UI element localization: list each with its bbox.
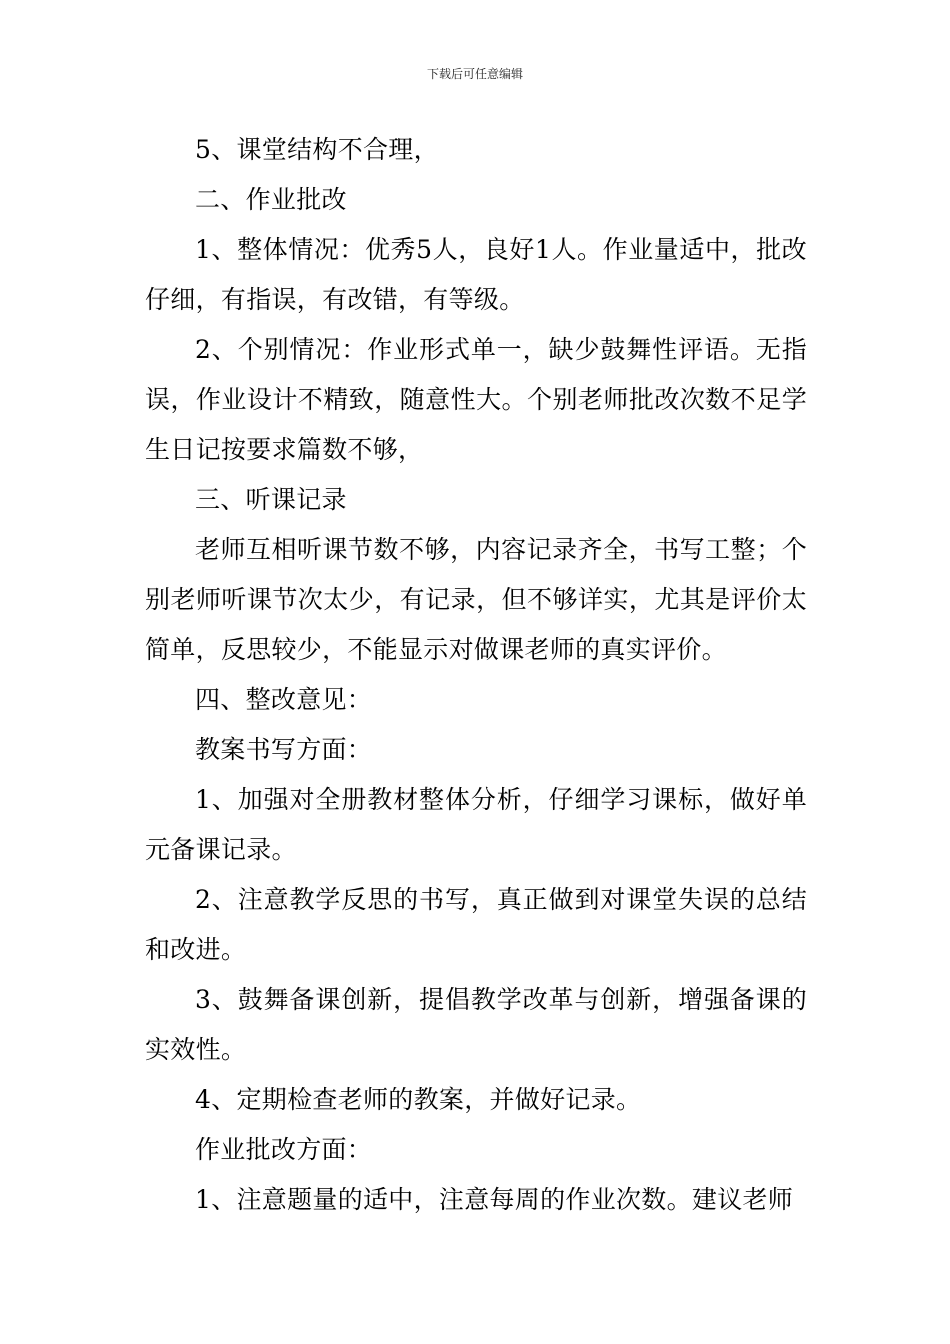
- paragraph: 3、鼓舞备课创新，提倡教学改革与创新，增强备课的实效性。: [145, 985, 807, 1064]
- paragraph: 1、注意题量的适中，注意每周的作业次数。建议老师: [195, 1185, 794, 1214]
- paragraph: 5、课堂结构不合理，: [195, 135, 439, 164]
- paragraph: 2、注意教学反思的书写，真正做到对课堂失误的总结和改进。: [145, 885, 807, 964]
- section-heading: 四、整改意见：: [195, 685, 373, 714]
- paragraph: 1、加强对全册教材整体分析，仔细学习课标，做好单元备课记录。: [145, 785, 807, 864]
- section-heading: 二、作业批改: [195, 185, 347, 214]
- paragraph: 4、定期检查老师的教案，并做好记录。: [195, 1085, 642, 1114]
- subsection-heading: 教案书写方面：: [195, 735, 373, 764]
- section-heading: 三、听课记录: [195, 485, 347, 514]
- paragraph: 1、整体情况：优秀5人，良好1人。作业量适中，批改仔细，有指误，有改错，有等级。: [145, 235, 807, 314]
- paragraph: 2、个别情况：作业形式单一，缺少鼓舞性评语。无指误，作业设计不精致，随意性大。个别老师批改次数不足学生日记按要求篇数不够，: [145, 335, 807, 464]
- subsection-heading: 作业批改方面：: [195, 1135, 373, 1164]
- document-body: [145, 125, 807, 1225]
- header-note: 下载后可任意编辑: [426, 67, 523, 81]
- paragraph: 老师互相听课节数不够，内容记录齐全，书写工整；个别老师听课节次太少，有记录，但不够详实，尤其是评价太简单，反思较少，不能显示对做课老师的真实评价。: [145, 535, 807, 664]
